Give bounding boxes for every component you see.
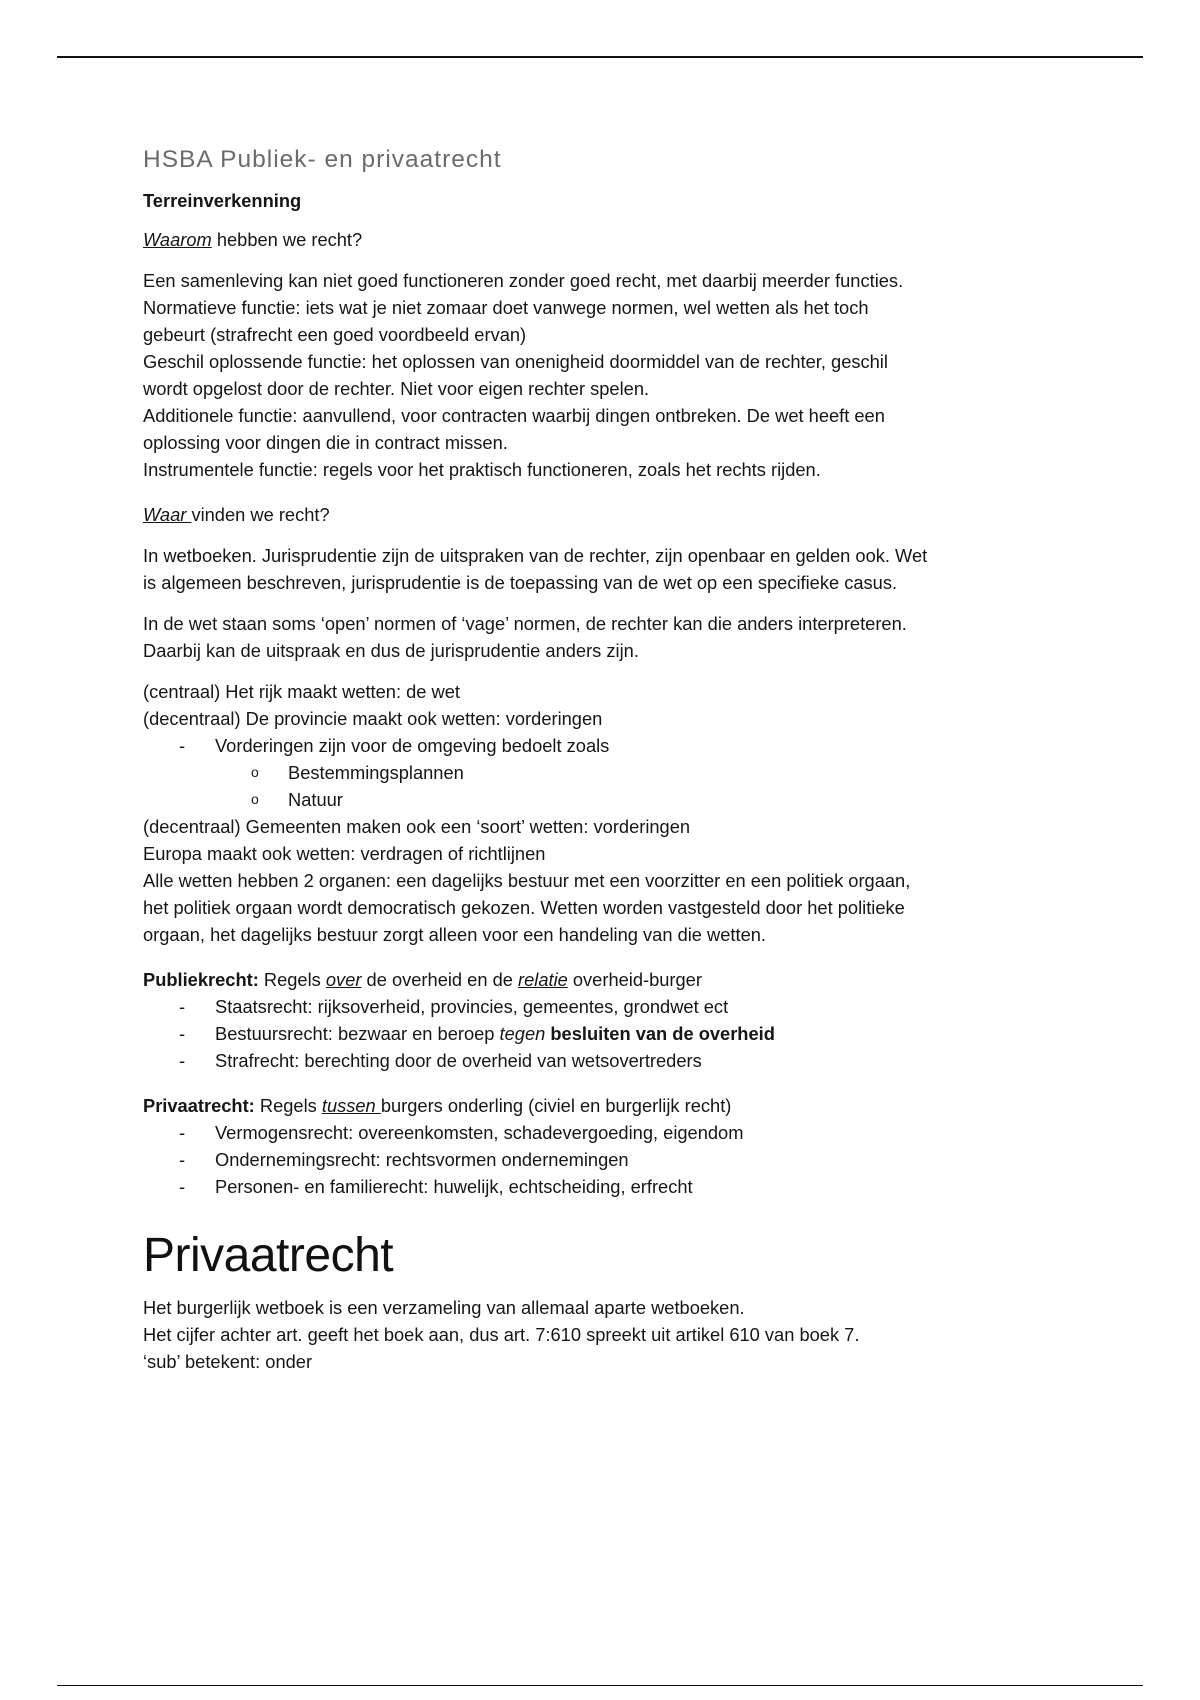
provincie-subsublist <box>143 759 1073 813</box>
privaatrecht-line: Privaatrecht: Regels tussen burgers onderling (civiel en burgerlijk recht) <box>143 1095 732 1116</box>
question-waar <box>143 501 1073 528</box>
dash-bullet: - <box>179 1149 186 1170</box>
final-line: Het cijfer achter art. geeft het boek aan, dus art. 7:610 spreekt uit artikel 610 van boek 7. <box>143 1324 860 1345</box>
document-title: HSBA Publiek- en privaatrecht <box>143 146 502 173</box>
privaatrecht-heading: Privaatrecht <box>143 1229 394 1282</box>
question-waar-text: vinden we recht? <box>191 504 330 525</box>
question-waar-emphasis: Waar <box>143 504 192 525</box>
top-rule <box>57 56 1143 58</box>
list-item: - Vermogensrecht: overeenkomsten, schadevergoeding, eigendom <box>143 1119 1073 1146</box>
list-item: - Vorderingen zijn voor de omgeving bedoelt zoals <box>143 732 1073 759</box>
privaatrecht-label: Privaatrecht: <box>143 1095 255 1116</box>
question-waarom <box>143 226 1073 253</box>
functions-line: gebeurt (strafrecht een goed voordbeeld ervan) <box>143 324 527 345</box>
document-page <box>143 145 1073 1375</box>
dash-bullet: - <box>179 1050 186 1071</box>
bottom-rule <box>57 1685 1143 1686</box>
normen-line: Daarbij kan de uitspraak en dus de jurisprudentie anders zijn. <box>143 640 639 661</box>
publiekrecht-section <box>143 966 1073 1074</box>
list-item: - Staatsrecht: rijksoverheid, provincies, gemeentes, grondwet ect <box>143 993 1073 1020</box>
functions-line: wordt opgelost door de rechter. Niet voor eigen rechter spelen. <box>143 378 650 399</box>
wetgevers-paragraph <box>143 678 1073 948</box>
circle-bullet: o <box>251 791 259 807</box>
final-line: ‘sub’ betekent: onder <box>143 1351 313 1372</box>
privaatrecht-list <box>143 1119 1073 1200</box>
functions-line: Additionele functie: aanvullend, voor contracten waarbij dingen ontbreken. De wet heeft een <box>143 405 885 426</box>
rest-line: orgaan, het dagelijks bestuur zorgt alleen voor een handeling van die wetten. <box>143 924 766 945</box>
functions-line: Instrumentele functie: regels voor het praktisch functioneren, zoals het rechts rijden. <box>143 459 821 480</box>
functions-line: Geschil oplossende functie: het oplossen van onenigheid doormiddel van de rechter, geschil <box>143 351 888 372</box>
section-title: Terreinverkenning <box>143 190 302 211</box>
dash-bullet: - <box>179 1023 186 1044</box>
functions-line: Normatieve functie: iets wat je niet zomaar doet vanwege normen, wel wetten als het toch <box>143 297 869 318</box>
final-paragraph <box>143 1294 1073 1375</box>
final-line: Het burgerlijk wetboek is een verzameling van allemaal aparte wetboeken. <box>143 1297 745 1318</box>
dash-bullet: - <box>179 996 186 1017</box>
wetboeken-line: In wetboeken. Jurisprudentie zijn de uitspraken van de rechter, zijn openbaar en gelden ook. Wet <box>143 545 928 566</box>
list-item: - Personen- en familierecht: huwelijk, echtscheiding, erfrecht <box>143 1173 1073 1200</box>
list-item: o Bestemmingsplannen <box>143 759 1073 786</box>
list-item: - Strafrecht: berechting door de overheid van wetsovertreders <box>143 1047 1073 1074</box>
publiekrecht-list <box>143 993 1073 1074</box>
question-waarom-text: hebben we recht? <box>211 229 363 250</box>
wetboeken-paragraph <box>143 542 1073 596</box>
privaatrecht-section <box>143 1092 1073 1200</box>
publiekrecht-line: Publiekrecht: Regels over de overheid en de relatie overheid-burger <box>143 969 702 990</box>
list-item: o Natuur <box>143 786 1073 813</box>
provincie-line: (decentraal) De provincie maakt ook wetten: vorderingen <box>143 708 603 729</box>
provincie-sublist <box>143 732 1073 759</box>
functions-line: oplossing voor dingen die in contract missen. <box>143 432 508 453</box>
rest-line: Europa maakt ook wetten: verdragen of richtlijnen <box>143 843 546 864</box>
list-item: - Bestuursrecht: bezwaar en beroep tegen besluiten van de overheid <box>143 1020 1073 1047</box>
list-item: - Ondernemingsrecht: rechtsvormen ondernemingen <box>143 1146 1073 1173</box>
rijk-line: (centraal) Het rijk maakt wetten: de wet <box>143 681 460 702</box>
circle-bullet: o <box>251 764 259 780</box>
dash-bullet: - <box>179 1122 186 1143</box>
rest-line: het politiek orgaan wordt democratisch gekozen. Wetten worden vastgesteld door het politieke <box>143 897 905 918</box>
rest-line: (decentraal) Gemeenten maken ook een ‘soort’ wetten: vorderingen <box>143 816 691 837</box>
question-waarom-emphasis: Waarom <box>143 229 212 250</box>
dash-bullet: - <box>179 1176 186 1197</box>
publiekrecht-label: Publiekrecht: <box>143 969 259 990</box>
wetboeken-line: is algemeen beschreven, jurisprudentie is de toepassing van de wet op een specifieke casus. <box>143 572 898 593</box>
functions-line: Een samenleving kan niet goed functioneren zonder goed recht, met daarbij meerder functies. <box>143 270 904 291</box>
functions-paragraph <box>143 267 1073 483</box>
normen-line: In de wet staan soms ‘open’ normen of ‘vage’ normen, de rechter kan die anders interpreteren. <box>143 613 907 634</box>
normen-paragraph <box>143 610 1073 664</box>
rest-line: Alle wetten hebben 2 organen: een dagelijks bestuur met een voorzitter en een politiek orgaan, <box>143 870 911 891</box>
dash-bullet: - <box>179 735 186 756</box>
